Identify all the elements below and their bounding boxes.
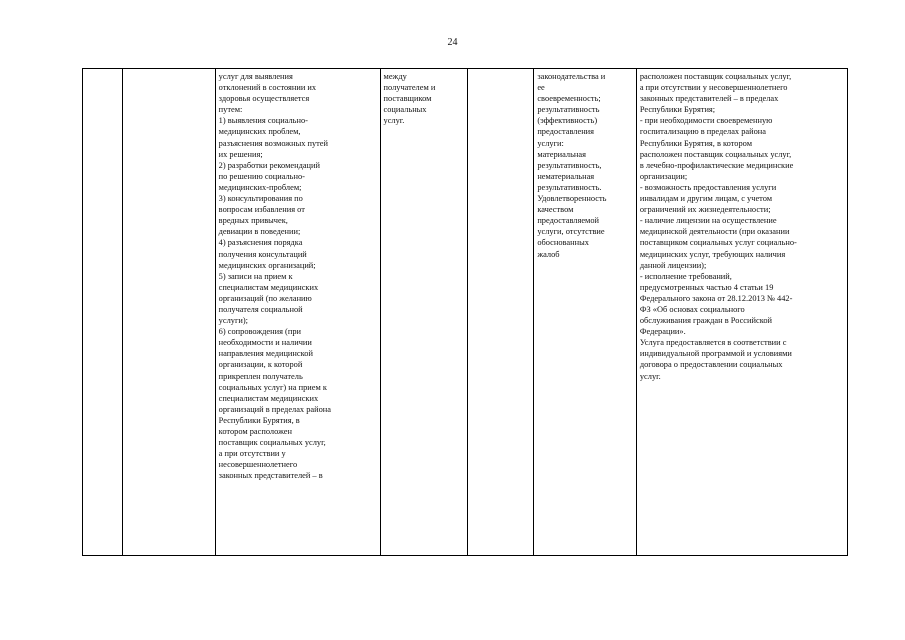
cell-service-description: услуг для выявления отклонений в состоянии их здоровья осуществляется путем: 1) выявления социально- медицинских проблем, разъяснения возможных путей их решения; 2) разработки рекомендаций по решению социально- медицинских-проблем; 3) консультирования по вопросам избавления от вредных привычек, девиации в поведении; 4) разъяснения порядка получения консультаций медицинских организаций; 5) записи на прием к специалистам медицинских организаций (по желанию получателя социальной услуги); 6) сопровождения (при необходимости и наличии направления медицинской организации, к которой прикреплен получатель социальных услуг) на прием к специалистам медицинских организаций в пределах района Республики Бурятия, в котором расположен поставщик социальных услуг, а при отсутствии у несовершеннолетнего законных представителей – в — [215, 69, 380, 556]
table-row — [83, 69, 848, 556]
cell-quality-indicators: законодательства и ее своевременность; результативность (эффективность) предоставления услуги: материальная результативность, нематериальная результативность. Удовлетворенность качеством предоставляемой услуги, отсутствие обоснованных жалоб — [534, 69, 637, 556]
cell-service-name — [123, 69, 215, 556]
cell-number — [83, 69, 123, 556]
page-number: 24 — [447, 37, 458, 48]
services-table — [82, 68, 848, 556]
cell-timeframe: между получателем и поставщиком социальных услуг. — [380, 69, 467, 556]
cell-conditions: расположен поставщик социальных услуг, а при отсутствии у несовершеннолетнего законных представителей – в пределах Республики Бурятия; - при необходимости своевременную госпитализацию в пределах района Республики Бурятия, в котором расположен поставщик социальных услуг, в лечебно-профилактические медицинские организации; - возможность предоставления услуги инвалидам и другим лицам, с учетом ограничений их жизнедеятельности; - наличие лицензии на осуществление медицинской деятельности (при оказании поставщиком социальных услуг социально- медицинских услуг, требующих наличия данной лицензии); - исполнение требований, предусмотренных частью 4 статьи 19 Федерального закона от 28.12.2013 № 442- ФЗ «Об основах социального обслуживания граждан в Российской Федерации». Услуга предоставляется в соответствии с индивидуальной программой и условиями договора о предоставлении социальных услуг. — [636, 69, 847, 556]
cell-tariff — [467, 69, 533, 556]
